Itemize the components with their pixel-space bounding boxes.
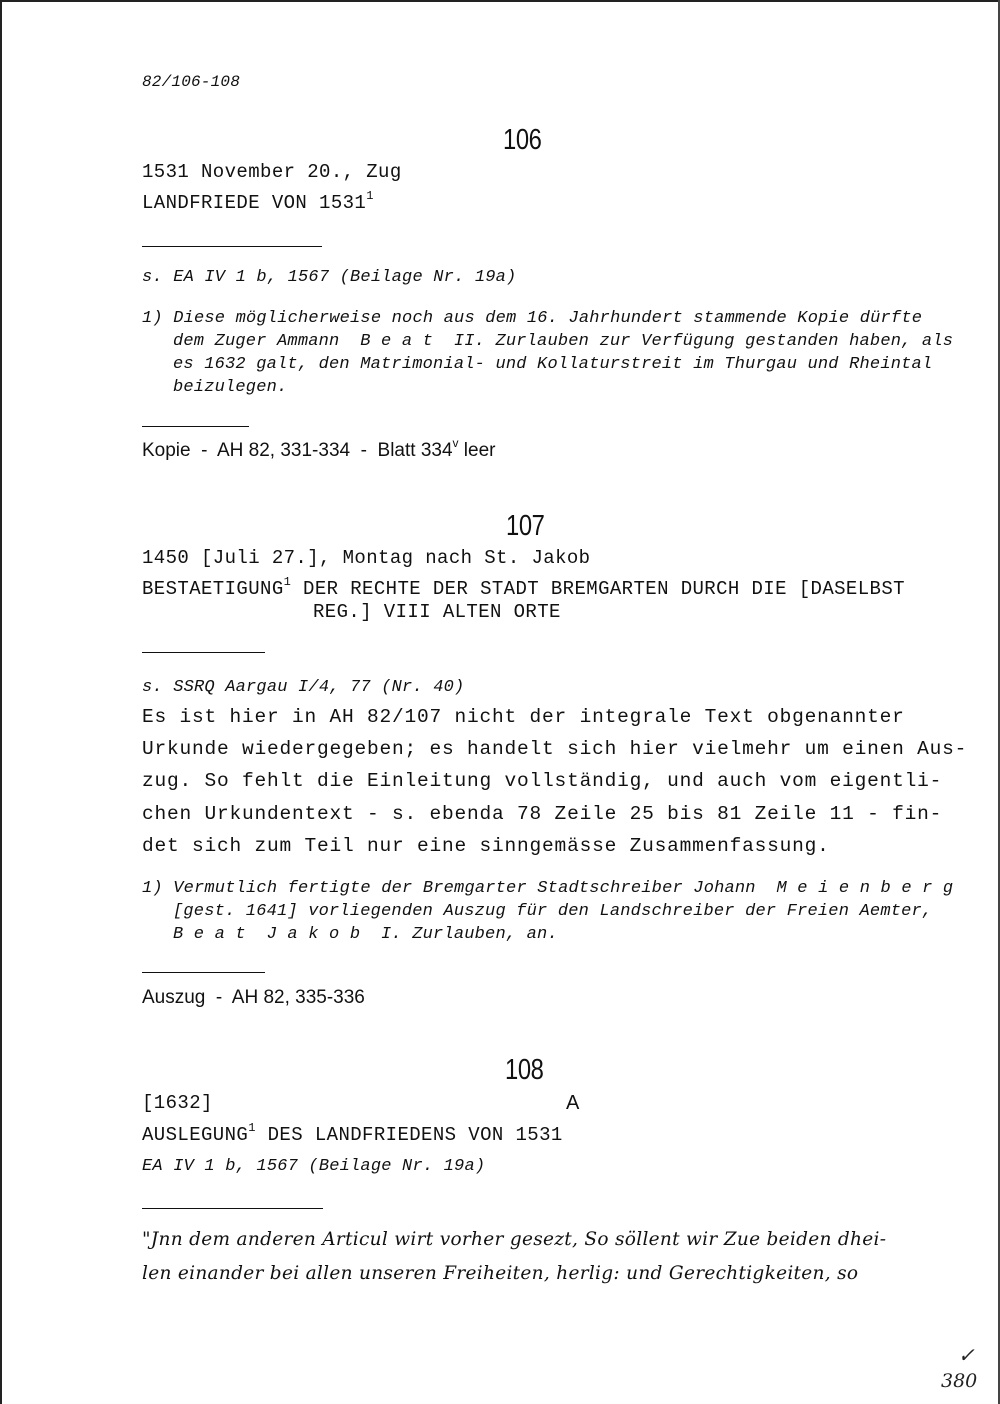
entry-date: 1531 November 20., Zug (142, 161, 402, 183)
entry-title-continued: REG.] VIII ALTEN ORTE (313, 601, 561, 623)
body-line: det sich zum Teil nur eine sinngemässe Zusammenfassung. (142, 835, 830, 857)
footnote-line: es 1632 galt, den Matrimonial- und Kollaturstreit im Thurgau und Rheintal (173, 355, 933, 374)
verso-marker: v (452, 436, 459, 450)
entry-number: 108 (505, 1054, 544, 1086)
footnote-line: beizulegen. (173, 378, 288, 397)
entry-title-text: DER RECHTE DER STADT BREMGARTEN DURCH DIE [DASELBST (291, 578, 905, 600)
footnote-marker: 1 (366, 189, 374, 203)
quote-line: len einander bei allen unseren Freiheiten, herlig: und Gerechtigkeiten, so (142, 1263, 859, 1284)
entry-number: 107 (506, 510, 545, 542)
reference-line: EA IV 1 b, 1567 (Beilage Nr. 19a) (142, 1157, 486, 1176)
separator-rule (142, 1208, 323, 1209)
body-line: Es ist hier in AH 82/107 nicht der integrale Text obgenannter (142, 706, 905, 728)
footnote-line: 1) Diese möglicherweise noch aus dem 16. Jahrhundert stammende Kopie dürfte (142, 309, 923, 328)
separator-rule (142, 426, 249, 427)
reference-line: s. SSRQ Aargau I/4, 77 (Nr. 40) (142, 678, 465, 697)
entry-title (142, 1121, 563, 1146)
folio-number: 380 (941, 1370, 978, 1392)
body-line: chen Urkundentext - s. ebenda 78 Zeile 25 bis 81 Zeile 11 - fin- (142, 803, 943, 825)
page-border-left (0, 0, 2, 1404)
source-suffix: leer (458, 440, 496, 461)
entry-date: 1450 [Juli 27.], Montag nach St. Jakob (142, 547, 591, 569)
quote-line: "Jnn dem anderen Articul wirt vorher gesezt, So söllent wir Zue beiden dhei- (142, 1229, 887, 1250)
entry-number: 106 (503, 124, 542, 156)
entry-title (142, 189, 374, 214)
entry-date: [1632] (142, 1092, 213, 1114)
entry-title-text: BESTAETIGUNG (142, 578, 284, 600)
entry-title-text: DES LANDFRIEDENS VON 1531 (255, 1124, 563, 1146)
body-line: zug. So fehlt die Einleitung vollständig, und auch vom eigentli- (142, 770, 943, 792)
footnote-line: B e a t J a k o b I. Zurlauben, an. (173, 925, 558, 944)
entry-title (142, 575, 905, 600)
archive-reference: 82/106-108 (142, 73, 241, 91)
footnote-marker: 1 (248, 1121, 256, 1135)
source-line: Auszug - AH 82, 335-336 (142, 987, 365, 1008)
entry-title-text: LANDFRIEDE VON 1531 (142, 192, 367, 214)
reference-line: s. EA IV 1 b, 1567 (Beilage Nr. 19a) (142, 268, 517, 287)
separator-rule (142, 246, 322, 247)
checkmark-icon: ✓ (958, 1343, 975, 1367)
separator-rule (142, 972, 265, 973)
page-border-top (0, 0, 1000, 2)
footnote-line: [gest. 1641] vorliegenden Auszug für den Landschreiber der Freien Aemter, (173, 902, 933, 921)
footnote-line: 1) Vermutlich fertigte der Bremgarter Stadtschreiber Johann M e i e n b e r g (142, 879, 954, 898)
separator-rule (142, 652, 265, 653)
source-line (142, 436, 496, 462)
entry-title-text: AUSLEGUNG (142, 1124, 249, 1146)
source-text: Kopie - AH 82, 331-334 - Blatt 334 (142, 440, 453, 461)
body-line: Urkunde wiedergegeben; es handelt sich hier vielmehr um einen Aus- (142, 738, 968, 760)
version-label: A (566, 1092, 580, 1114)
footnote-marker: 1 (283, 575, 292, 589)
footnote-line: dem Zuger Ammann B e a t II. Zurlauben zur Verfügung gestanden haben, als (173, 332, 954, 351)
